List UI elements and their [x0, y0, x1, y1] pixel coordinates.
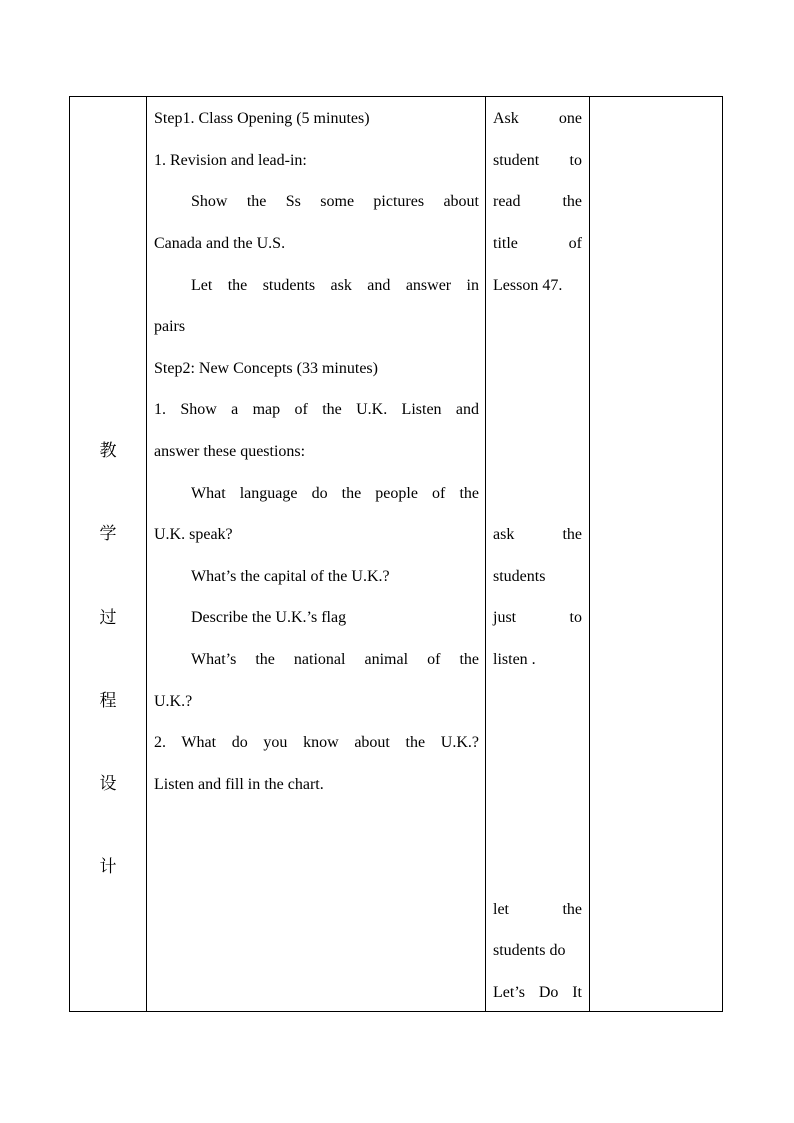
content-line: What language do the people of the [191, 485, 479, 502]
note-line: Ask one [493, 110, 582, 127]
content-line: answer these questions: [154, 443, 306, 460]
content-line: Step2: New Concepts (33 minutes) [154, 360, 378, 377]
note-line: listen . [493, 651, 536, 668]
note-line: title of [493, 235, 582, 252]
lesson-plan-table [69, 96, 723, 1012]
content-line: 1. Show a map of the U.K. Listen and [154, 401, 479, 418]
section-label-cell [70, 97, 146, 1011]
content-line: Step1. Class Opening (5 minutes) [154, 110, 370, 127]
note-line: ask the [493, 526, 582, 543]
content-line: 1. Revision and lead-in: [154, 152, 307, 169]
content-line: Let the students ask and answer in [191, 277, 479, 294]
note-line: just to [493, 609, 582, 626]
content-line: Canada and the U.S. [154, 235, 286, 252]
teaching-content-cell [147, 97, 485, 1011]
content-line: U.K. speak? [154, 526, 233, 543]
note-line: read the [493, 193, 582, 210]
section-label-char: 过 [99, 608, 117, 628]
note-line: students [493, 568, 546, 585]
content-line: What’s the capital of the U.K.? [191, 568, 390, 585]
content-line: 2. What do you know about the U.K.? [154, 734, 479, 751]
note-line: let the [493, 901, 582, 918]
note-line: Let’s Do It [493, 984, 582, 1001]
section-label-char: 程 [99, 691, 117, 711]
note-line: Lesson 47. [493, 277, 563, 294]
section-label-char: 学 [99, 524, 117, 544]
content-line: Listen and fill in the chart. [154, 776, 324, 793]
content-line: pairs [154, 318, 186, 335]
teacher-notes-cell [486, 97, 589, 1011]
content-line: What’s the national animal of the [191, 651, 479, 668]
content-line: Show the Ss some pictures about [191, 193, 479, 210]
section-label-char: 教 [99, 441, 117, 461]
content-line: U.K.? [154, 693, 193, 710]
section-label-char: 计 [99, 857, 117, 877]
section-label-char: 设 [99, 774, 117, 794]
content-line: Describe the U.K.’s flag [191, 609, 347, 626]
note-line: student to [493, 152, 582, 169]
blank-cell [590, 97, 723, 1011]
note-line: students do [493, 942, 566, 959]
